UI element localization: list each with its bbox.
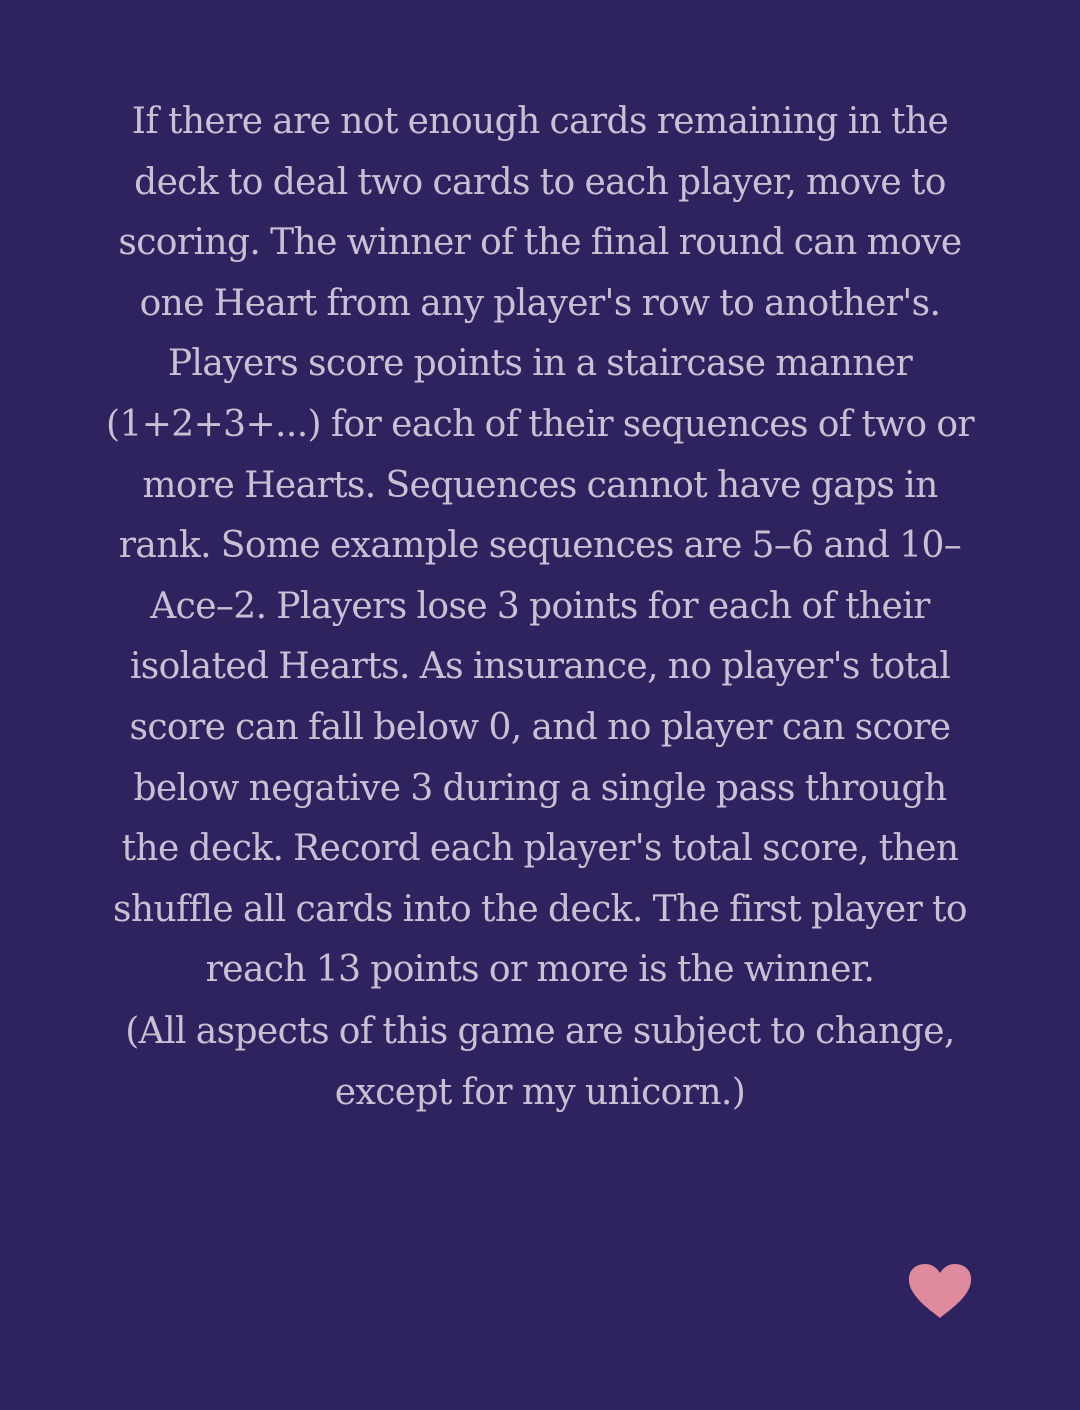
disclaimer-note: (All aspects of this game are subject to change, except for my unicorn.) — [125, 1011, 955, 1113]
rules-paragraph: If there are not enough cards remaining in the deck to deal two cards to each player, move to scoring. The winner of the final round can move one Heart from any player's row to another's. Players score points in a staircase manner (1+2+3+...) for each of their sequences of two or more Hearts. Sequences cannot have gaps in rank. Some example sequences are 5–6 and 10–Ace–2. Players lose 3 points for each of their isolated Hearts. As insurance, no player's total score can fall below 0, and no player can score below negative 3 during a single pass through the deck. Record each player's total score, then shuffle all cards into the deck. The first player to reach 13 points or more is the winner. — [105, 101, 975, 991]
heart-icon — [906, 1262, 974, 1320]
